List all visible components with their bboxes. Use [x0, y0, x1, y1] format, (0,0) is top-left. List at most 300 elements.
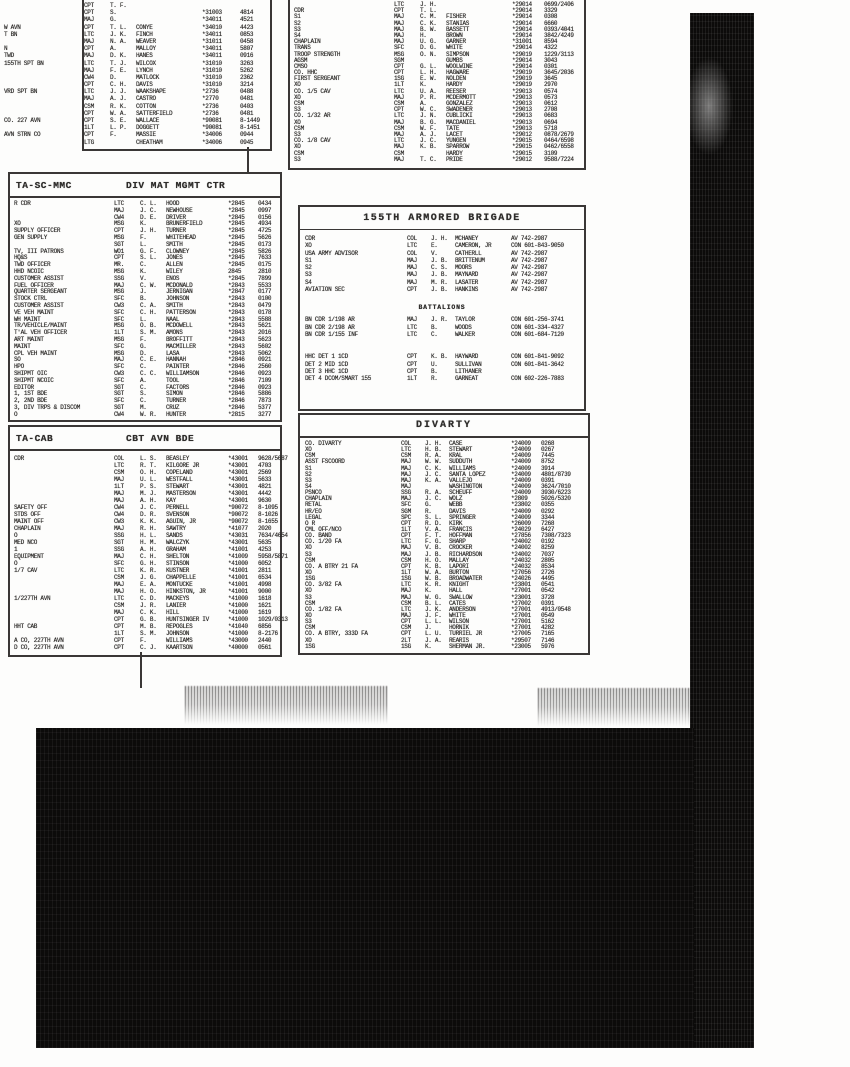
cell-label: ART MAINT	[14, 335, 44, 343]
cell-name: TAYLOR	[455, 316, 475, 324]
cell-ext: *2845	[228, 233, 245, 241]
cell-label: TWD	[4, 52, 14, 60]
roster-table-mmc	[8, 172, 282, 422]
cell-rank: LTC	[401, 538, 411, 546]
cell-label: CHAPLAIN	[294, 38, 321, 46]
cell-ext: *2845	[228, 200, 245, 207]
cell-ext: *2845	[228, 227, 245, 235]
cell-name: BEASLEY	[166, 455, 190, 462]
cell-label: N	[4, 45, 8, 53]
cell-rank: CSM	[114, 574, 124, 581]
cell-num: 0574	[544, 87, 558, 95]
cell-name: GRAHAM	[166, 546, 186, 553]
cell-name: HAYWARD	[455, 353, 479, 361]
cell-init: C. H.	[140, 308, 157, 316]
cell-name: WILLIAMSON	[166, 369, 200, 377]
cell-rank: LTG	[84, 138, 94, 146]
cell-rank: COL	[114, 455, 124, 462]
cell-label: CSM	[305, 556, 315, 564]
cell-rank: MR.	[114, 261, 124, 269]
cell-ext: *2843	[228, 342, 245, 350]
cell-ext: *2846	[228, 403, 245, 411]
cell-init: H. O.	[425, 556, 442, 564]
cell-init: A. J.	[110, 95, 127, 103]
cell-rank: MAJ	[407, 271, 417, 279]
cell-label: S4	[294, 31, 301, 39]
cell-label: FUEL OFFICER	[14, 281, 54, 289]
cell-ext: *2736	[202, 109, 219, 117]
cell-init: J. H.	[420, 1, 437, 8]
cell-name: SULLIVAN	[455, 360, 482, 368]
table-row	[4, 45, 272, 52]
cell-init: H.	[420, 31, 427, 39]
cell-num: 5588	[258, 315, 272, 323]
table-body	[4, 2, 272, 146]
cell-init: S. L.	[140, 254, 157, 262]
cell-init: W. B.	[425, 575, 442, 583]
cell-init: G. B.	[140, 616, 157, 623]
scan-smudge	[185, 686, 387, 728]
cell-rank: LTC	[114, 200, 124, 207]
cell-rank: LTC	[84, 59, 94, 67]
cell-rank: LTC	[394, 87, 404, 95]
cell-num: 2726	[541, 568, 555, 576]
cell-ext: *2736	[202, 88, 219, 96]
cell-init: J. K.	[110, 30, 127, 38]
cell-ext: *24002	[511, 550, 531, 558]
cell-num: 3645/2036	[544, 69, 574, 77]
cell-name: LACET	[446, 130, 463, 138]
table-row	[4, 9, 272, 16]
cell-num: 5162	[541, 618, 555, 626]
cell-rank: LTC	[114, 567, 124, 574]
cell-name: TURNER	[166, 397, 186, 405]
cell-rank: SSG	[401, 489, 411, 497]
cell-ext: *29015	[512, 149, 532, 157]
cell-rank: LTC	[401, 581, 411, 589]
cell-phone: AV 742-2987	[511, 286, 548, 294]
table-row	[4, 88, 272, 95]
cell-name: JERNIGAN	[166, 288, 193, 296]
cell-num: 0488	[240, 88, 254, 96]
cell-label: EQUIPMENT	[14, 553, 44, 560]
cell-label: O R	[305, 519, 315, 527]
table-row	[10, 518, 280, 525]
table-row	[300, 644, 588, 650]
cell-rank: MAJ	[407, 278, 417, 286]
cell-ext: *2843	[228, 349, 245, 357]
cell-num: 5633	[258, 476, 272, 483]
cell-num: 3930/6223	[541, 489, 571, 497]
cell-ext: *2843	[228, 301, 245, 309]
cell-ext: *31010	[202, 66, 222, 74]
cell-init: J. A.	[425, 636, 442, 644]
cell-ext: *2845	[228, 213, 245, 221]
cell-rank: LTC	[401, 446, 411, 454]
cell-ext: *41000	[228, 609, 248, 616]
table-body	[10, 198, 280, 419]
cell-num: 0391	[541, 599, 555, 607]
cell-name: GARNER	[446, 38, 466, 46]
cell-num: 2016	[258, 329, 272, 337]
cell-init: U. L.	[140, 476, 157, 483]
cell-init: K.	[425, 642, 432, 650]
cell-rank: MAJ	[84, 37, 94, 45]
cell-name: SPRINGER	[449, 513, 476, 521]
cell-init: J. K.	[425, 605, 442, 613]
cell-init: V.	[431, 249, 438, 257]
cell-num: 4703	[258, 462, 272, 469]
cell-name: NEWHOUSE	[166, 206, 193, 214]
cell-label: HPO	[14, 363, 24, 371]
cell-name: DRIVER	[166, 213, 186, 221]
cell-name: WHITE	[449, 611, 466, 619]
table-row	[10, 574, 280, 581]
table-row	[4, 16, 272, 23]
cell-name: VALLEJO	[449, 476, 473, 484]
table-body	[300, 438, 588, 650]
cell-rank: 1LT	[84, 124, 94, 132]
cell-num: 0997	[258, 206, 272, 214]
cell-name: HUNTSINGER IV	[166, 616, 209, 623]
cell-name: WALKER	[455, 330, 475, 338]
cell-ext: *41000	[228, 616, 248, 623]
cell-rank: MSG	[394, 50, 404, 58]
cell-label: CDR	[294, 7, 304, 15]
cell-num: 0393/4041	[544, 25, 574, 33]
cell-init: C. J.	[140, 644, 157, 651]
cell-ext: *2770	[202, 95, 219, 103]
cell-name: DOGGETT	[136, 124, 160, 132]
table-header	[10, 427, 280, 451]
cell-label: O	[14, 560, 18, 567]
cell-rank: SFC	[114, 376, 124, 384]
cell-init: D. E.	[140, 213, 157, 221]
table-body-battalions	[300, 316, 584, 338]
cell-init: G.	[140, 342, 147, 350]
cell-name: MASSIE	[136, 131, 156, 139]
cell-num: 3263	[240, 59, 254, 67]
cell-label: S2	[305, 470, 312, 478]
cell-name: HAGWARE	[446, 69, 470, 77]
cell-rank: CSM	[401, 624, 411, 632]
cell-rank: CPT	[394, 7, 404, 15]
cell-ext: *2845	[228, 247, 245, 255]
cell-label: W AVN	[4, 23, 21, 31]
table-row	[10, 595, 280, 602]
cell-num: 0391	[541, 476, 555, 484]
cell-rank: 1LT	[401, 568, 411, 576]
cell-label: STOCK CTRL	[14, 295, 48, 303]
cell-name: WEAVER	[136, 37, 156, 45]
cell-ext: *24029	[511, 525, 531, 533]
cell-num: 8594	[544, 38, 558, 46]
cell-num: 0173	[258, 240, 272, 248]
cell-ext: *41001	[228, 588, 248, 595]
cell-ext: *31001	[512, 38, 532, 46]
cell-num: 0921	[258, 356, 272, 364]
cell-num: 1029/0313	[258, 616, 288, 623]
cell-name: GARNEAT	[455, 375, 479, 383]
cell-label: ASST FSCOORD	[305, 458, 345, 466]
cell-init: K. B.	[420, 143, 437, 151]
cell-ext: *24002	[511, 544, 531, 552]
cell-init: C. H.	[110, 81, 127, 89]
cell-num: 7165	[541, 630, 555, 638]
cell-name: MCDOWELL	[166, 322, 193, 330]
cell-num: 6427	[541, 525, 555, 533]
cell-num: 0945	[240, 138, 254, 146]
cell-label: CDR	[14, 455, 24, 462]
cell-label: CSM	[305, 452, 315, 460]
cell-num: 5635	[258, 539, 272, 546]
cell-label: CSM	[294, 124, 304, 132]
cell-label: CO. 227 AVN	[4, 117, 41, 124]
cell-name: HARDY	[446, 149, 463, 157]
table-row	[300, 361, 584, 368]
cell-rank: 1LT	[394, 81, 404, 89]
cell-label: S3	[305, 593, 312, 601]
cell-label: S3	[305, 476, 312, 484]
cell-rank: CSM	[401, 556, 411, 564]
cell-num: 2020	[258, 525, 272, 532]
cell-label: S4	[305, 482, 312, 490]
cell-num: 5718	[544, 124, 558, 132]
cell-ext: *31010	[202, 73, 222, 81]
cell-label: T'AL VEH OFFICER	[14, 329, 67, 337]
table-row	[4, 38, 272, 45]
cell-num: 0612	[544, 100, 558, 107]
cell-label: D CO, 227TH AVN	[14, 644, 64, 651]
cell-rank: MAJ	[84, 16, 94, 24]
cell-ext: *2843	[228, 295, 245, 303]
section-title: DIVARTY	[415, 420, 472, 431]
cell-phone: CON 601-334-4327	[511, 323, 564, 331]
cell-label: HQ&S	[14, 254, 28, 262]
cell-rank: COL	[407, 249, 417, 257]
cell-name: CATHERLL	[455, 249, 482, 257]
cell-num: 3624/7010	[541, 482, 571, 490]
section-title: DIV MAT MGMT CTR	[126, 179, 226, 191]
cell-ext: *24009	[511, 452, 531, 460]
cell-label: MAINT OFF	[14, 518, 44, 525]
cell-ext: *41001	[228, 574, 248, 581]
cell-ext: *24009	[511, 446, 531, 454]
cell-rank: MAJ	[407, 256, 417, 264]
cell-ext: *43031	[228, 532, 248, 539]
cell-name: LASATER	[455, 278, 479, 286]
cell-name: MCHANEY	[455, 235, 479, 242]
cell-num: 8-2176	[258, 630, 278, 637]
cell-name: BROFFITT	[166, 335, 193, 343]
table-row	[4, 74, 272, 81]
cell-ext: *41077	[228, 525, 248, 532]
table-row	[4, 95, 272, 102]
cell-ext: *29019	[512, 69, 532, 77]
cell-num: 3329	[544, 7, 558, 15]
cell-ext: *2847	[228, 288, 245, 296]
cell-ext: *24009	[511, 513, 531, 521]
cell-ext: *34010	[202, 23, 222, 31]
cell-name: WILEY	[166, 267, 183, 275]
cell-init: S. M.	[140, 630, 157, 637]
cell-init: C. E.	[140, 356, 157, 364]
cell-ext: *24009	[511, 482, 531, 490]
cell-rank: 1SG	[401, 642, 411, 650]
cell-ext: *43001	[228, 476, 248, 483]
cell-label: XO	[294, 81, 301, 89]
cell-init: D.	[110, 73, 117, 81]
cell-init: C. W.	[140, 281, 157, 289]
cell-init: G. L.	[420, 62, 437, 70]
cell-label: 1/227TH AVN	[14, 595, 51, 602]
cell-init: L.	[140, 240, 147, 248]
cell-ext: *90081	[202, 117, 222, 124]
cell-name: CHAPPELLE	[166, 574, 196, 581]
cell-label: CO. 1/5 CAV	[294, 87, 331, 95]
cell-num: 0481	[240, 95, 254, 103]
cell-label: AGSM	[294, 56, 308, 64]
cell-num: 4725	[258, 227, 272, 235]
cell-init: J.	[140, 288, 147, 296]
cell-name: HUNTER	[166, 410, 186, 418]
cell-num: 9630	[258, 497, 272, 504]
cell-rank: 2LT	[401, 636, 411, 644]
cell-name: SIMON	[166, 390, 183, 398]
cell-label: XO	[294, 143, 301, 151]
cell-num: 8534	[541, 562, 555, 570]
cell-ext: *2843	[228, 281, 245, 289]
cell-ext: *29014	[512, 62, 532, 70]
org-code: TA-SC-MMC	[16, 179, 72, 191]
cell-name: DAVIS	[449, 507, 466, 515]
cell-name: WILCOX	[136, 59, 156, 67]
cell-label: CO. 1/20 FA	[305, 538, 342, 546]
cell-name: AGUIN, JR	[166, 518, 196, 525]
cell-rank: CPT	[394, 69, 404, 77]
cell-num: 0177	[258, 288, 272, 296]
cell-init: C. L.	[140, 200, 157, 207]
cell-ext: *24009	[511, 507, 531, 515]
table-row	[10, 504, 280, 511]
cell-init: E. W.	[420, 75, 437, 83]
cell-num: 0462/6558	[544, 143, 574, 151]
cell-num: 0301	[544, 62, 558, 70]
cell-init: R. A.	[425, 489, 442, 497]
table-row	[4, 103, 272, 110]
cell-num: 3728	[541, 593, 555, 601]
table-row	[290, 157, 586, 163]
cell-rank: MSG	[114, 349, 124, 357]
cell-rank: CPT	[407, 367, 417, 375]
cell-init: H. M.	[140, 539, 157, 546]
cell-label: CMSO	[294, 62, 308, 70]
cell-label: WH MAINT	[14, 315, 41, 323]
cell-rank: MAJ	[114, 553, 124, 560]
cell-rank: CPT	[84, 131, 94, 139]
cell-rank: MSG	[114, 220, 124, 228]
cell-label: 1SG	[305, 575, 315, 583]
cell-init: O. H.	[140, 469, 157, 476]
table-row	[10, 525, 280, 532]
cell-rank: MAJ	[401, 458, 411, 466]
cell-ext: *24009	[511, 476, 531, 484]
cell-ext: *34006	[202, 131, 222, 139]
cell-ext: *34011	[202, 30, 222, 38]
cell-rank: MAJ	[114, 497, 124, 504]
cell-num: 2708	[544, 106, 558, 114]
cell-ext: *27001	[511, 624, 531, 632]
table-row	[300, 324, 584, 331]
cell-rank: MAJ	[401, 544, 411, 552]
cell-name: COTTON	[136, 102, 156, 110]
cell-name: BASSETT	[446, 25, 470, 33]
cell-label: 3, DIV TRPS & DISCOM	[14, 403, 81, 411]
table-row	[300, 250, 584, 257]
cell-ext: *29019	[512, 50, 532, 58]
cell-init: J. C.	[420, 137, 437, 145]
cell-init: J. F.	[425, 611, 442, 619]
cell-name: HARDY	[446, 81, 463, 89]
cell-rank: SFC	[114, 397, 124, 405]
cell-init: J. B.	[431, 256, 448, 264]
cell-name: GUMBS	[446, 56, 463, 64]
cell-rank: MAJ	[401, 587, 411, 595]
cell-name: COPELAND	[166, 469, 193, 476]
cell-rank: CPT	[84, 9, 94, 17]
cell-label: XO	[14, 220, 21, 228]
cell-label: XO	[305, 636, 312, 644]
cell-label: HHC DET 1 1CD	[305, 353, 348, 361]
cell-num: 2362	[240, 73, 254, 81]
cell-ext: *2845	[228, 254, 245, 262]
cell-num: 8752	[541, 458, 555, 466]
roster-table-divarty	[298, 413, 590, 655]
cell-name: ALLEN	[166, 261, 183, 269]
cell-label: R CDR	[14, 200, 31, 207]
cell-rank: MAJ	[401, 495, 411, 503]
cell-name: HOOD	[166, 200, 180, 207]
table-row	[10, 616, 288, 623]
cell-rank: SSG	[114, 546, 124, 553]
cell-name: CATES	[449, 599, 466, 607]
cell-ext: *2845	[228, 261, 245, 269]
cell-name: HOFFMAN	[449, 532, 473, 540]
roster-table-155th-brigade	[298, 205, 586, 411]
cell-num: 3214	[240, 81, 254, 89]
cell-ext: *29013	[512, 118, 532, 126]
cell-init: J. C.	[425, 470, 442, 478]
table-row	[10, 539, 280, 546]
cell-ext: *24009	[511, 458, 531, 466]
cell-ext: *24002	[511, 538, 531, 546]
cell-rank: CPT	[84, 109, 94, 117]
cell-name: CASE	[449, 440, 463, 447]
cell-label: AVN STRN CO	[4, 131, 41, 139]
cell-init: K. B.	[425, 562, 442, 570]
cell-name: LASA	[166, 349, 180, 357]
cell-init: H. B.	[425, 446, 442, 454]
cell-rank: LTC	[394, 112, 404, 120]
cell-rank: MAJ	[394, 155, 404, 163]
cell-init: V.	[140, 274, 147, 282]
cell-rank: LTC	[407, 330, 417, 338]
cell-num: 7146	[541, 636, 555, 644]
cell-init: K.	[425, 587, 432, 595]
cell-init: D.	[140, 349, 147, 357]
cell-ext: *24026	[511, 575, 531, 583]
cell-rank: SGT	[114, 383, 124, 391]
